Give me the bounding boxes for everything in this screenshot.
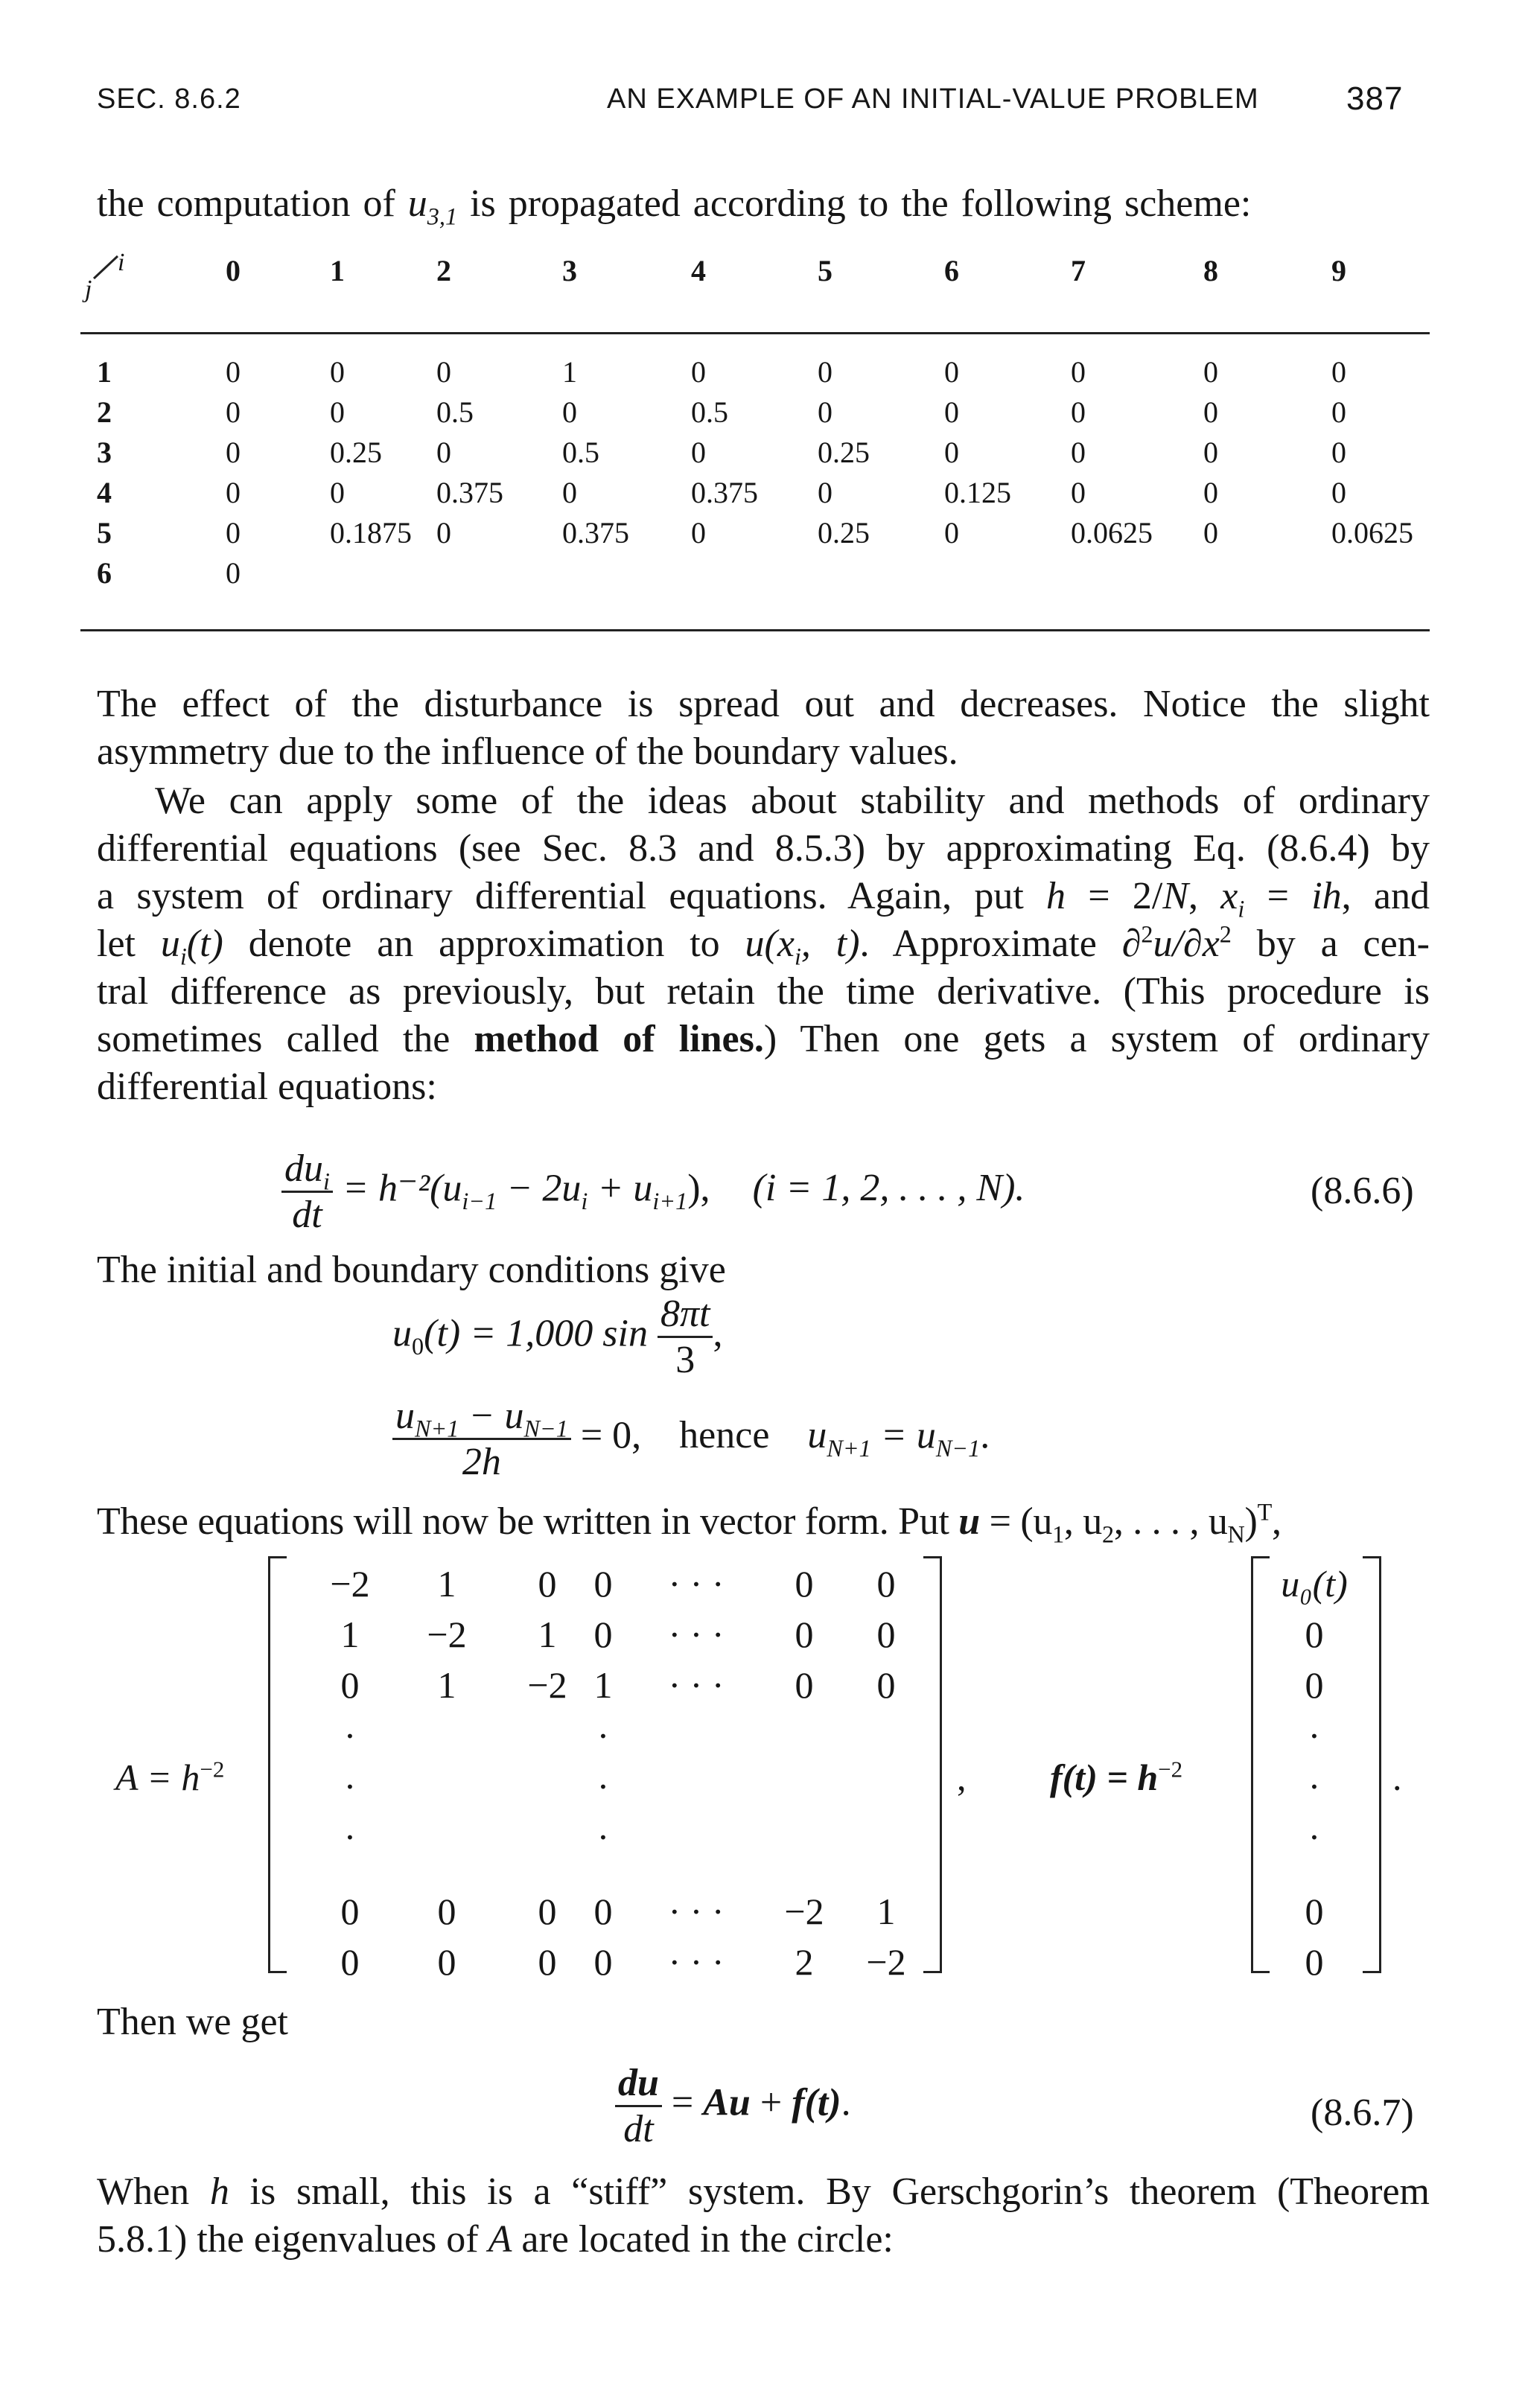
boundary-condition-2: $\frac{u_{N+1} - u_{N-1}}{2h}$ = 0, hence $u_{N+1} = u_{N-1}$. (392, 1394, 990, 1484)
table-cell: 0.25 (818, 516, 870, 550)
matrix-entry: −2 (784, 1891, 824, 1932)
matrix-right-bracket (923, 1556, 942, 1973)
matrix-entry: · · · (668, 1614, 725, 1655)
table-row-label: 4 (97, 476, 112, 509)
vector-f (1251, 1556, 1378, 1983)
vector-entry: u₀(t) (1281, 1563, 1348, 1605)
matrix-A-label: $A = h^{-2}$ (115, 1756, 225, 1798)
table-row-label: 5 (97, 516, 112, 550)
table-cell: 0.5 (436, 395, 474, 429)
section-number: SEC. 8.6.2 (97, 83, 241, 115)
table-cell: 0 (436, 436, 451, 469)
du-dt-fraction: $\frac{du}{dt}$ (615, 2061, 662, 2151)
matrix-entry: · · · (668, 1664, 725, 1706)
matrix-entry: 0 (795, 1664, 814, 1706)
table-row-label: 3 (97, 436, 112, 469)
table-cell: 0 (691, 355, 706, 389)
table-cell: 0 (1071, 355, 1086, 389)
matrix-entry: · (596, 1715, 610, 1756)
text-line: asymmetry due to the influence of the boundary values. (97, 730, 958, 773)
matrix-entry: · · · (668, 1891, 725, 1932)
table-cell: 0.25 (330, 436, 382, 469)
vector-entry: · (1308, 1715, 1321, 1756)
matrix-entry: 0 (593, 1941, 613, 1983)
initial-conditions-text: The initial and boundary conditions give (97, 1249, 726, 1291)
table-col-header: 5 (818, 254, 832, 287)
matrix-entry: 0 (538, 1941, 557, 1983)
matrix-entry: 0 (876, 1563, 896, 1605)
matrix-entry: 1 (593, 1664, 613, 1706)
matrix-entry: 0 (795, 1563, 814, 1605)
table-cell: 0 (691, 516, 706, 550)
matrix-entry: 0 (593, 1891, 613, 1932)
matrix-entry: −2 (427, 1614, 467, 1655)
vector-entry: 0 (1305, 1614, 1324, 1655)
table-col-header: 7 (1071, 254, 1086, 287)
matrix-entry: 0 (340, 1891, 360, 1932)
table-cell: 0 (944, 436, 959, 469)
table-col-header: 0 (226, 254, 241, 287)
running-title: AN EXAMPLE OF AN INITIAL-VALUE PROBLEM (607, 83, 1259, 115)
paragraph-effect (97, 681, 1430, 776)
table-top-rule (80, 332, 1430, 334)
matrix-entry: 0 (437, 1941, 456, 1983)
table-cell: 1 (562, 355, 577, 389)
text-line: The effect of the disturbance is spread out and decreases. Notice the slight (97, 683, 1430, 725)
table-cell: 0 (226, 436, 241, 469)
matrix-entry: 0 (538, 1891, 557, 1932)
matrix-left-bracket (268, 1556, 287, 1973)
table-cell: 0 (436, 516, 451, 550)
table-cell: 0 (1071, 436, 1086, 469)
equation-8-6-7: $\frac{du}{dt}$ = Au + f(t). (615, 2061, 851, 2151)
table-cell: 0 (226, 476, 241, 509)
table-cell: 0 (1071, 476, 1086, 509)
table-cell: 0 (691, 436, 706, 469)
matrix-entry: 0 (593, 1614, 613, 1655)
table-cell: 0 (1071, 395, 1086, 429)
matrix-entry: 0 (340, 1941, 360, 1983)
text-line: a system of ordinary differential equations. Again, put h = 2/N, $x_i$ = ih, and (97, 875, 1430, 923)
paragraph-method-of-lines (97, 777, 1430, 1111)
table-cell: 0.25 (818, 436, 870, 469)
matrix-entry: −2 (330, 1563, 370, 1605)
then-we-get-text: Then we get (97, 2001, 289, 2043)
text-line: We can apply some of the ideas about stability and methods of ordinary (155, 780, 1430, 822)
boundary-difference-fraction: $\frac{u_{N+1} - u_{N-1}}{2h}$ (392, 1394, 571, 1484)
table-cell: 0.375 (436, 476, 503, 509)
table-cell: 0.5 (691, 395, 728, 429)
matrix-entry: 0 (340, 1664, 360, 1706)
table-cell: 0.1875 (330, 516, 412, 550)
text-line: differential equations (see Sec. 8.3 and 8.5.3) by approximating Eq. (8.6.4) by (97, 827, 1430, 870)
matrix-entry: 1 (437, 1664, 456, 1706)
boundary-condition-1: $u_0(t) = 1,000$ sin $\frac{8\pi t}{3}$ , (392, 1293, 723, 1381)
table-cell: 0 (330, 395, 345, 429)
table-cell: 0 (1331, 355, 1346, 389)
text-line: When h is small, this is a “stiff” system. By Gerschgorin’s theorem (Theorem (97, 2170, 1430, 2213)
table-cell: 0 (1331, 436, 1346, 469)
table-cell: 0 (1203, 476, 1218, 509)
matrix-entry: 1 (876, 1891, 896, 1932)
text-line: sometimes called the method of lines.) Then one gets a system of ordinary (97, 1018, 1430, 1060)
matrix-entry: · (343, 1816, 357, 1858)
table-cell: 0 (1203, 516, 1218, 550)
vector-entry: 0 (1305, 1891, 1324, 1932)
table-col-header: 3 (562, 254, 577, 287)
sine-argument-fraction: $\frac{8\pi t}{3}$ (658, 1292, 713, 1382)
table-bottom-rule (80, 629, 1430, 631)
table-cell: 0 (226, 556, 241, 590)
vector-entry: 0 (1305, 1941, 1324, 1983)
vector-entry: · (1308, 1816, 1321, 1858)
table-row-label: 1 (97, 355, 112, 389)
table-cell: 0.375 (691, 476, 758, 509)
equation-8-6-6: $\frac{du_i}{dt}$ = $h^{-2}(u_{i-1} - 2u_i + u_{i+1})$, (i = 1, 2, . . . , N). (281, 1147, 1025, 1237)
table-cell: 0 (562, 476, 577, 509)
vector-entry: 0 (1305, 1664, 1324, 1706)
matrix-entry: 0 (795, 1614, 814, 1655)
matrix-entry: 0 (538, 1563, 557, 1605)
matrix-entry: · · · (668, 1941, 725, 1983)
table-cell: 0 (1203, 355, 1218, 389)
table-cell: 0 (818, 355, 832, 389)
matrix-entry: · (596, 1765, 610, 1807)
table-cell: 0 (944, 395, 959, 429)
matrix-entry: 0 (876, 1664, 896, 1706)
vector-form-text: These equations will now be written in vector form. Put $u = (u_1$, $u_2$, . . . , $u_N)^T$, (97, 1498, 1282, 1548)
matrix-entry: · (596, 1816, 610, 1858)
matrix-entry: 0 (876, 1614, 896, 1655)
table-col-header: 9 (1331, 254, 1346, 287)
table-cell: 0 (1331, 476, 1346, 509)
table-col-header: 2 (436, 254, 451, 287)
table-col-header: 4 (691, 254, 706, 287)
page-number: 387 (1346, 80, 1404, 117)
matrix-entry: 0 (437, 1891, 456, 1932)
matrix-entry: 1 (340, 1614, 360, 1655)
table-row-label: 6 (97, 556, 112, 590)
matrix-entry: · (343, 1765, 357, 1807)
table-cell: 0.375 (562, 516, 629, 550)
equation-label-8-6-7: (8.6.7) (1311, 2092, 1414, 2134)
table-col-header: 8 (1203, 254, 1218, 287)
table-cell: 0 (330, 476, 345, 509)
table-corner-i: i (118, 249, 125, 276)
table-cell: 0.125 (944, 476, 1011, 509)
table-cell: 0.5 (562, 436, 599, 469)
table-cell: 0.0625 (1071, 516, 1153, 550)
table-cell: 0 (226, 355, 241, 389)
table-cell: 0 (1331, 395, 1346, 429)
text-line: differential equations: (97, 1066, 437, 1108)
matrix-entry: 2 (795, 1941, 814, 1983)
matrix-entry: 0 (593, 1563, 613, 1605)
table-cell: 0 (818, 395, 832, 429)
vector-f-label: $f(t) = h^{-2}$ (1050, 1756, 1183, 1798)
matrix-entry: · · · (668, 1563, 725, 1605)
text-line: tral difference as previously, but retain the time derivative. (This procedure is (97, 970, 1430, 1013)
table-cell: 0 (562, 395, 577, 429)
table-col-header: 6 (944, 254, 959, 287)
matrix-A-comma: , (957, 1756, 967, 1798)
matrix-entry: 1 (437, 1563, 456, 1605)
table-cell: 0 (944, 516, 959, 550)
table-cell: 0 (330, 355, 345, 389)
table-cell: 0 (818, 476, 832, 509)
table-cell: 0.0625 (1331, 516, 1413, 550)
equation-label-8-6-6: (8.6.6) (1311, 1170, 1414, 1212)
table-cell: 0 (1203, 436, 1218, 469)
text-line: let $u_i(t)$ denote an approximation to $u(x_i$, t). Approximate $\partial^2u/\partial x^2$ by a cen- (97, 920, 1430, 970)
paragraph-stiff-system (97, 2168, 1430, 2264)
table-cell: 0 (226, 395, 241, 429)
matrix-A (268, 1556, 953, 1983)
vector-entry: · (1308, 1765, 1321, 1807)
text-line: 5.8.1) the eigenvalues of A are located in the circle: (97, 2218, 894, 2261)
table-cell: 0 (436, 355, 451, 389)
matrix-entry: 1 (538, 1614, 557, 1655)
table-corner-j: j (85, 275, 92, 303)
table-col-header: 1 (330, 254, 345, 287)
derivative-fraction: $\frac{du_i}{dt}$ (281, 1147, 333, 1237)
matrix-entry: −2 (527, 1664, 567, 1706)
table-row-label: 2 (97, 395, 112, 429)
intro-line: the computation of $u_{3,1}$ is propagated according to the following scheme: (97, 182, 1252, 230)
matrix-entry: · (343, 1715, 357, 1756)
table-cell: 0 (944, 355, 959, 389)
table-cell: 0 (1203, 395, 1218, 429)
matrix-entry: −2 (866, 1941, 906, 1983)
vector-f-period: . (1392, 1756, 1402, 1798)
table-cell: 0 (226, 516, 241, 550)
